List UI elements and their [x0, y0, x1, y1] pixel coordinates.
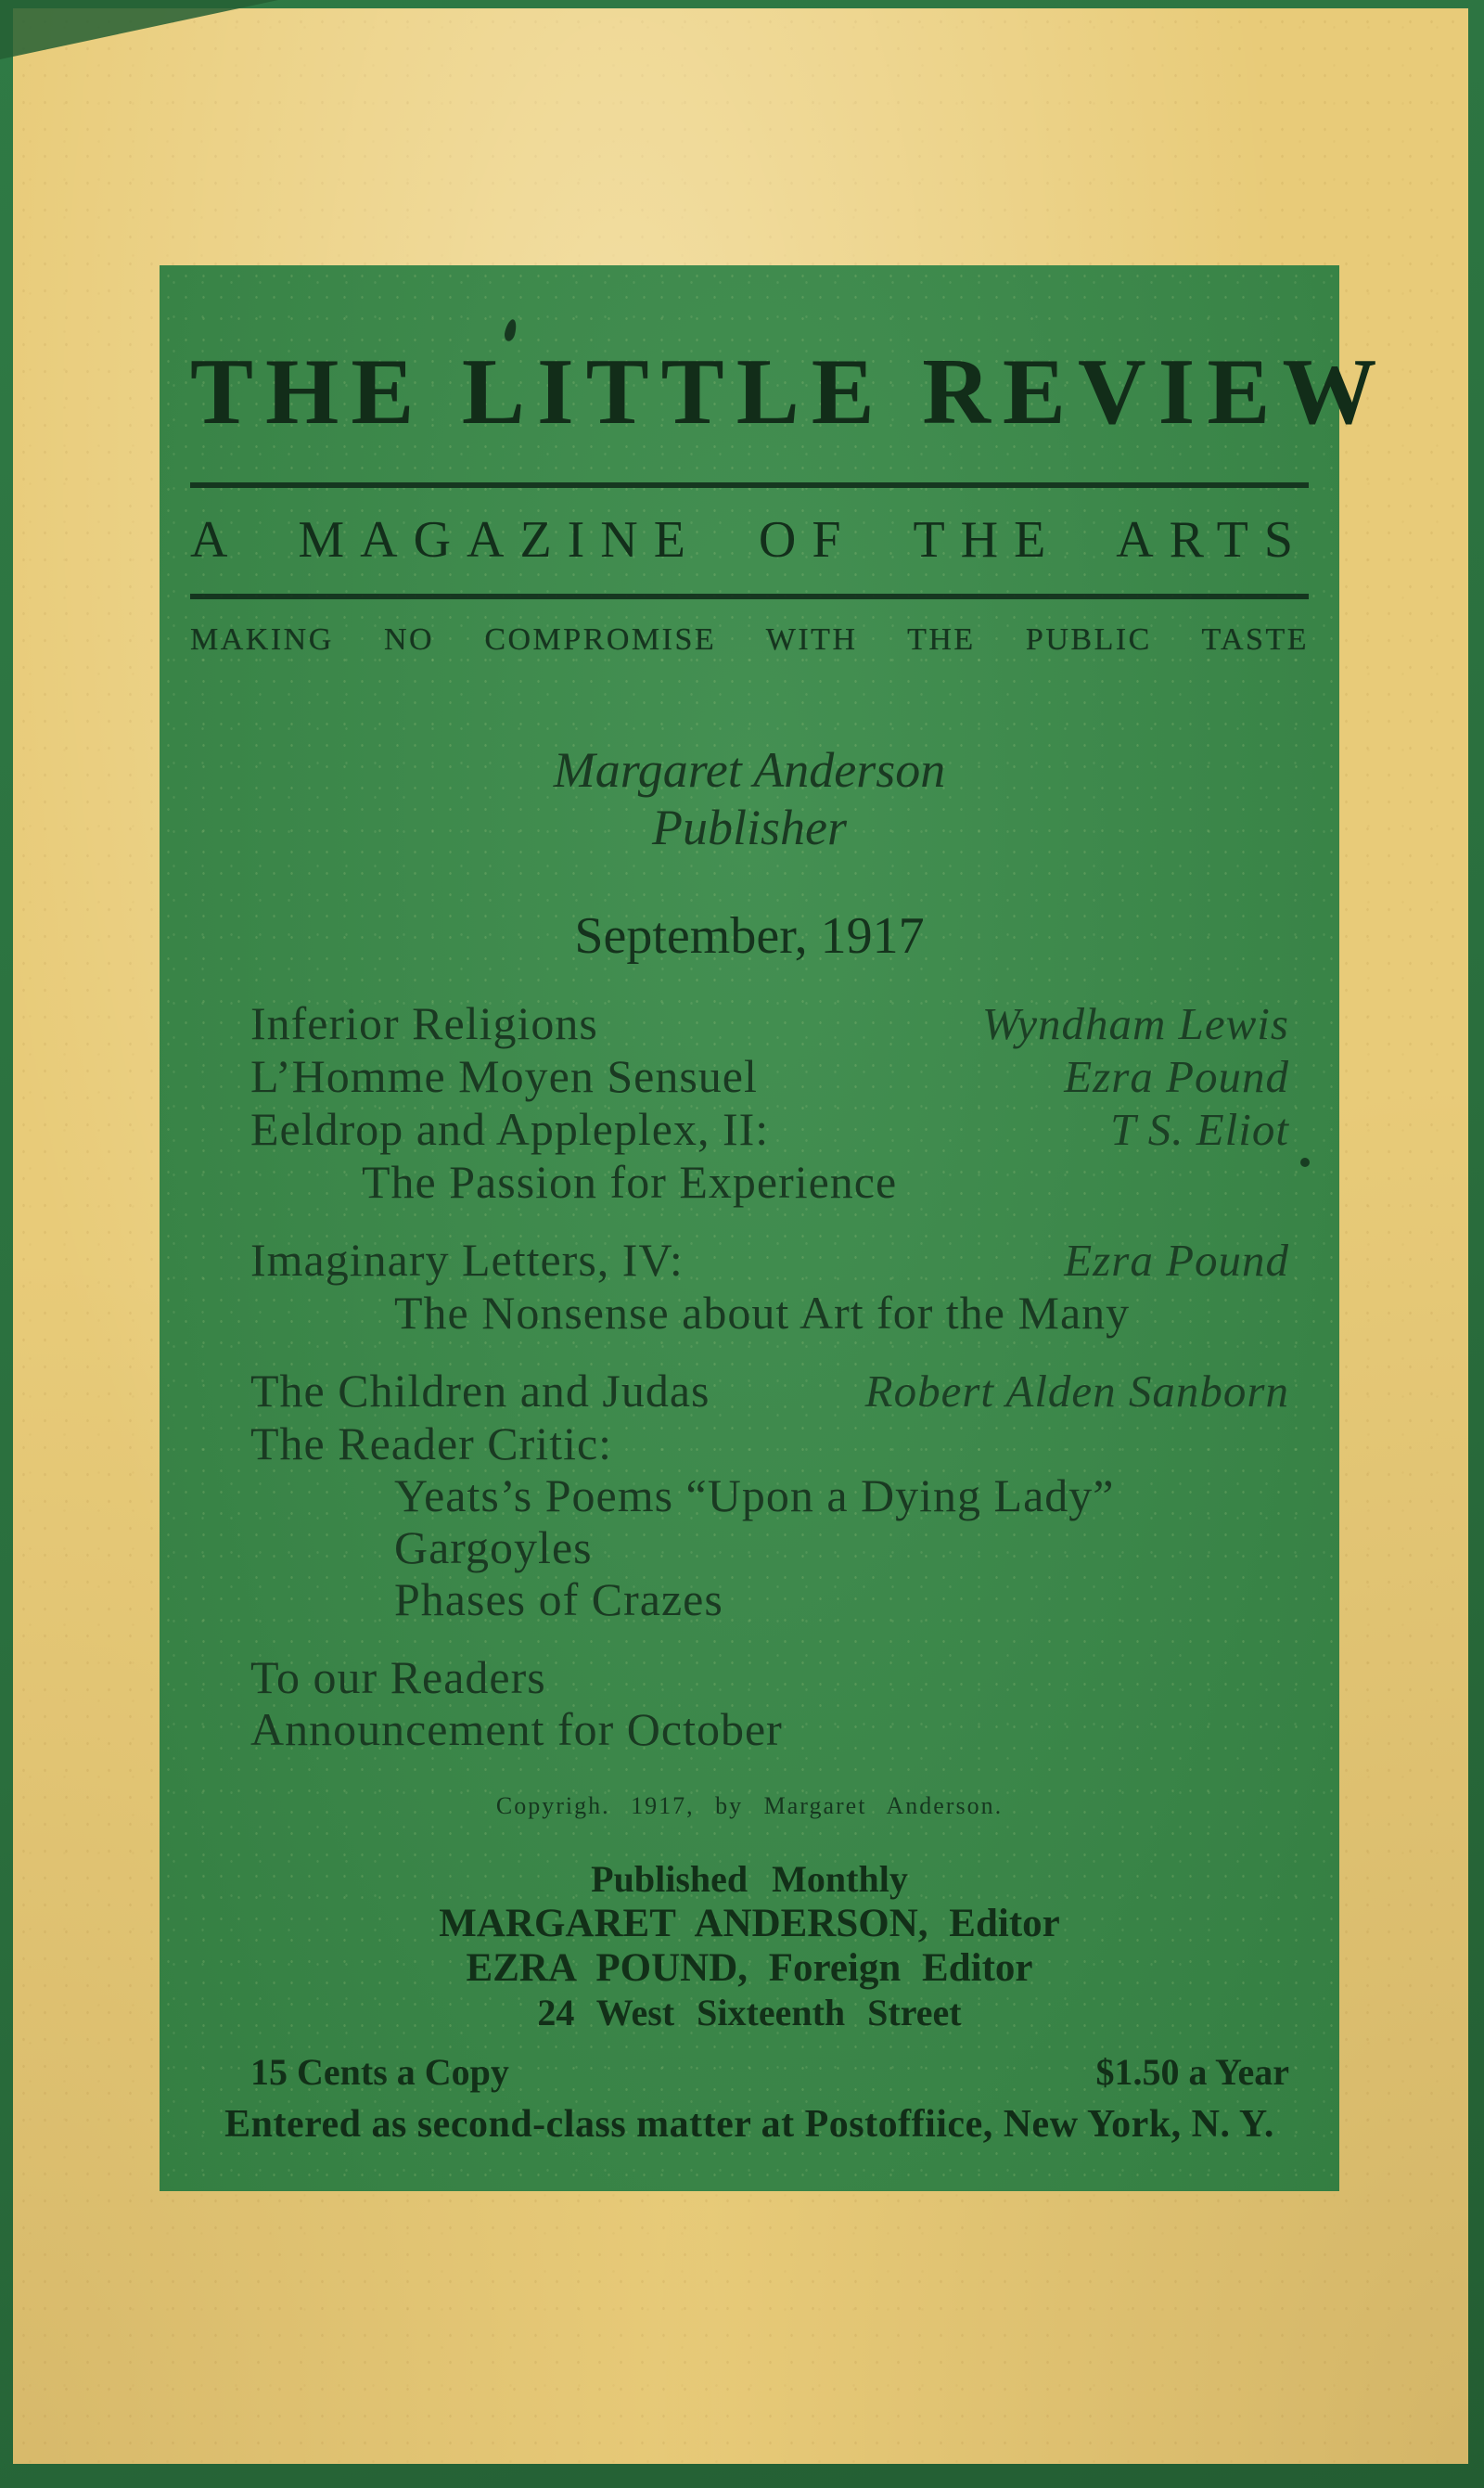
toc-entry-title: Announcement for October — [250, 1703, 783, 1756]
toc-entry-title: The Reader Critic: — [250, 1417, 613, 1470]
horizontal-rule-bottom — [190, 594, 1309, 599]
toc-entry-author: Ezra Pound — [1064, 1235, 1289, 1287]
price-per-year: $1.50 a Year — [1095, 2051, 1289, 2094]
imprint-foreign-editor: EZRA POUND, Foreign Editor — [466, 1946, 1033, 1991]
imprint-frequency: Published Monthly — [591, 1858, 908, 1901]
magazine-tagline: MAKING NO COMPROMISE WITH THE PUBLIC TASTE — [190, 622, 1309, 658]
toc-entry-author: T S. Eliot — [1110, 1104, 1289, 1156]
copyright-line: Copyrigh. 1917, by Margaret Anderson. — [495, 1792, 1004, 1820]
imprint-address: 24 West Sixteenth Street — [537, 1992, 962, 2034]
toc-entry-author: Robert Alden Sanborn — [864, 1366, 1289, 1417]
horizontal-rule-top — [190, 482, 1309, 488]
magazine-title: THE LITTLE REVIEW — [190, 340, 1389, 444]
postal-entry-notice: Entered as second-class matter at Postoffiice, New York, N. Y. — [224, 2103, 1274, 2147]
toc-entry-title: Eeldrop and Appleplex, II: — [250, 1103, 770, 1156]
toc-row — [250, 1651, 1289, 1703]
publisher-block — [190, 741, 1309, 856]
toc-entry-subtitle: Yeats’s Poems “Upon a Dying Lady” — [394, 1469, 1115, 1522]
toc-row — [250, 1417, 1289, 1469]
toc-entry-author: Ezra Pound — [1064, 1051, 1289, 1103]
toc-row — [250, 997, 1289, 1050]
publisher-name: Margaret Anderson — [553, 742, 946, 799]
toc-row — [250, 1156, 1289, 1208]
toc-entry-title: Inferior Religions — [250, 997, 598, 1050]
publisher-role: Publisher — [652, 800, 847, 856]
issue-date: September, 1917 — [574, 907, 925, 966]
toc-entry-title: To our Readers — [250, 1651, 546, 1704]
toc-row — [250, 1103, 1289, 1156]
toc-entry-subtitle: The Passion for Experience — [362, 1156, 898, 1209]
toc-row — [250, 1234, 1289, 1287]
toc-row — [250, 1287, 1289, 1339]
toc-row — [250, 1521, 1289, 1573]
imprint-block — [190, 1857, 1309, 2035]
toc-entry-subtitle: Gargoyles — [394, 1521, 593, 1574]
toc-entry-title: The Children and Judas — [250, 1365, 710, 1417]
toc-row — [250, 1703, 1289, 1755]
table-of-contents — [250, 997, 1289, 1755]
toc-row — [250, 1573, 1289, 1625]
price-per-copy: 15 Cents a Copy — [250, 2051, 509, 2094]
toc-entry-title: L’Homme Moyen Sensuel — [250, 1050, 758, 1103]
toc-entry-title: Imaginary Letters, IV: — [250, 1234, 684, 1287]
magazine-subtitle: A MAGAZINE OF THE ARTS — [190, 511, 1309, 569]
toc-entry-author: Wyndham Lewis — [981, 998, 1289, 1050]
toc-entry-subtitle: Phases of Crazes — [394, 1573, 723, 1626]
imprint-editor: MARGARET ANDERSON, Editor — [439, 1902, 1060, 1946]
toc-row — [250, 1365, 1289, 1417]
toc-entry-subtitle: The Nonsense about Art for the Many — [394, 1287, 1131, 1340]
toc-row — [250, 1469, 1289, 1521]
ink-speck — [1300, 1158, 1310, 1167]
toc-row — [250, 1050, 1289, 1103]
printed-green-panel — [160, 265, 1389, 2191]
pricing-row — [250, 2052, 1289, 2093]
